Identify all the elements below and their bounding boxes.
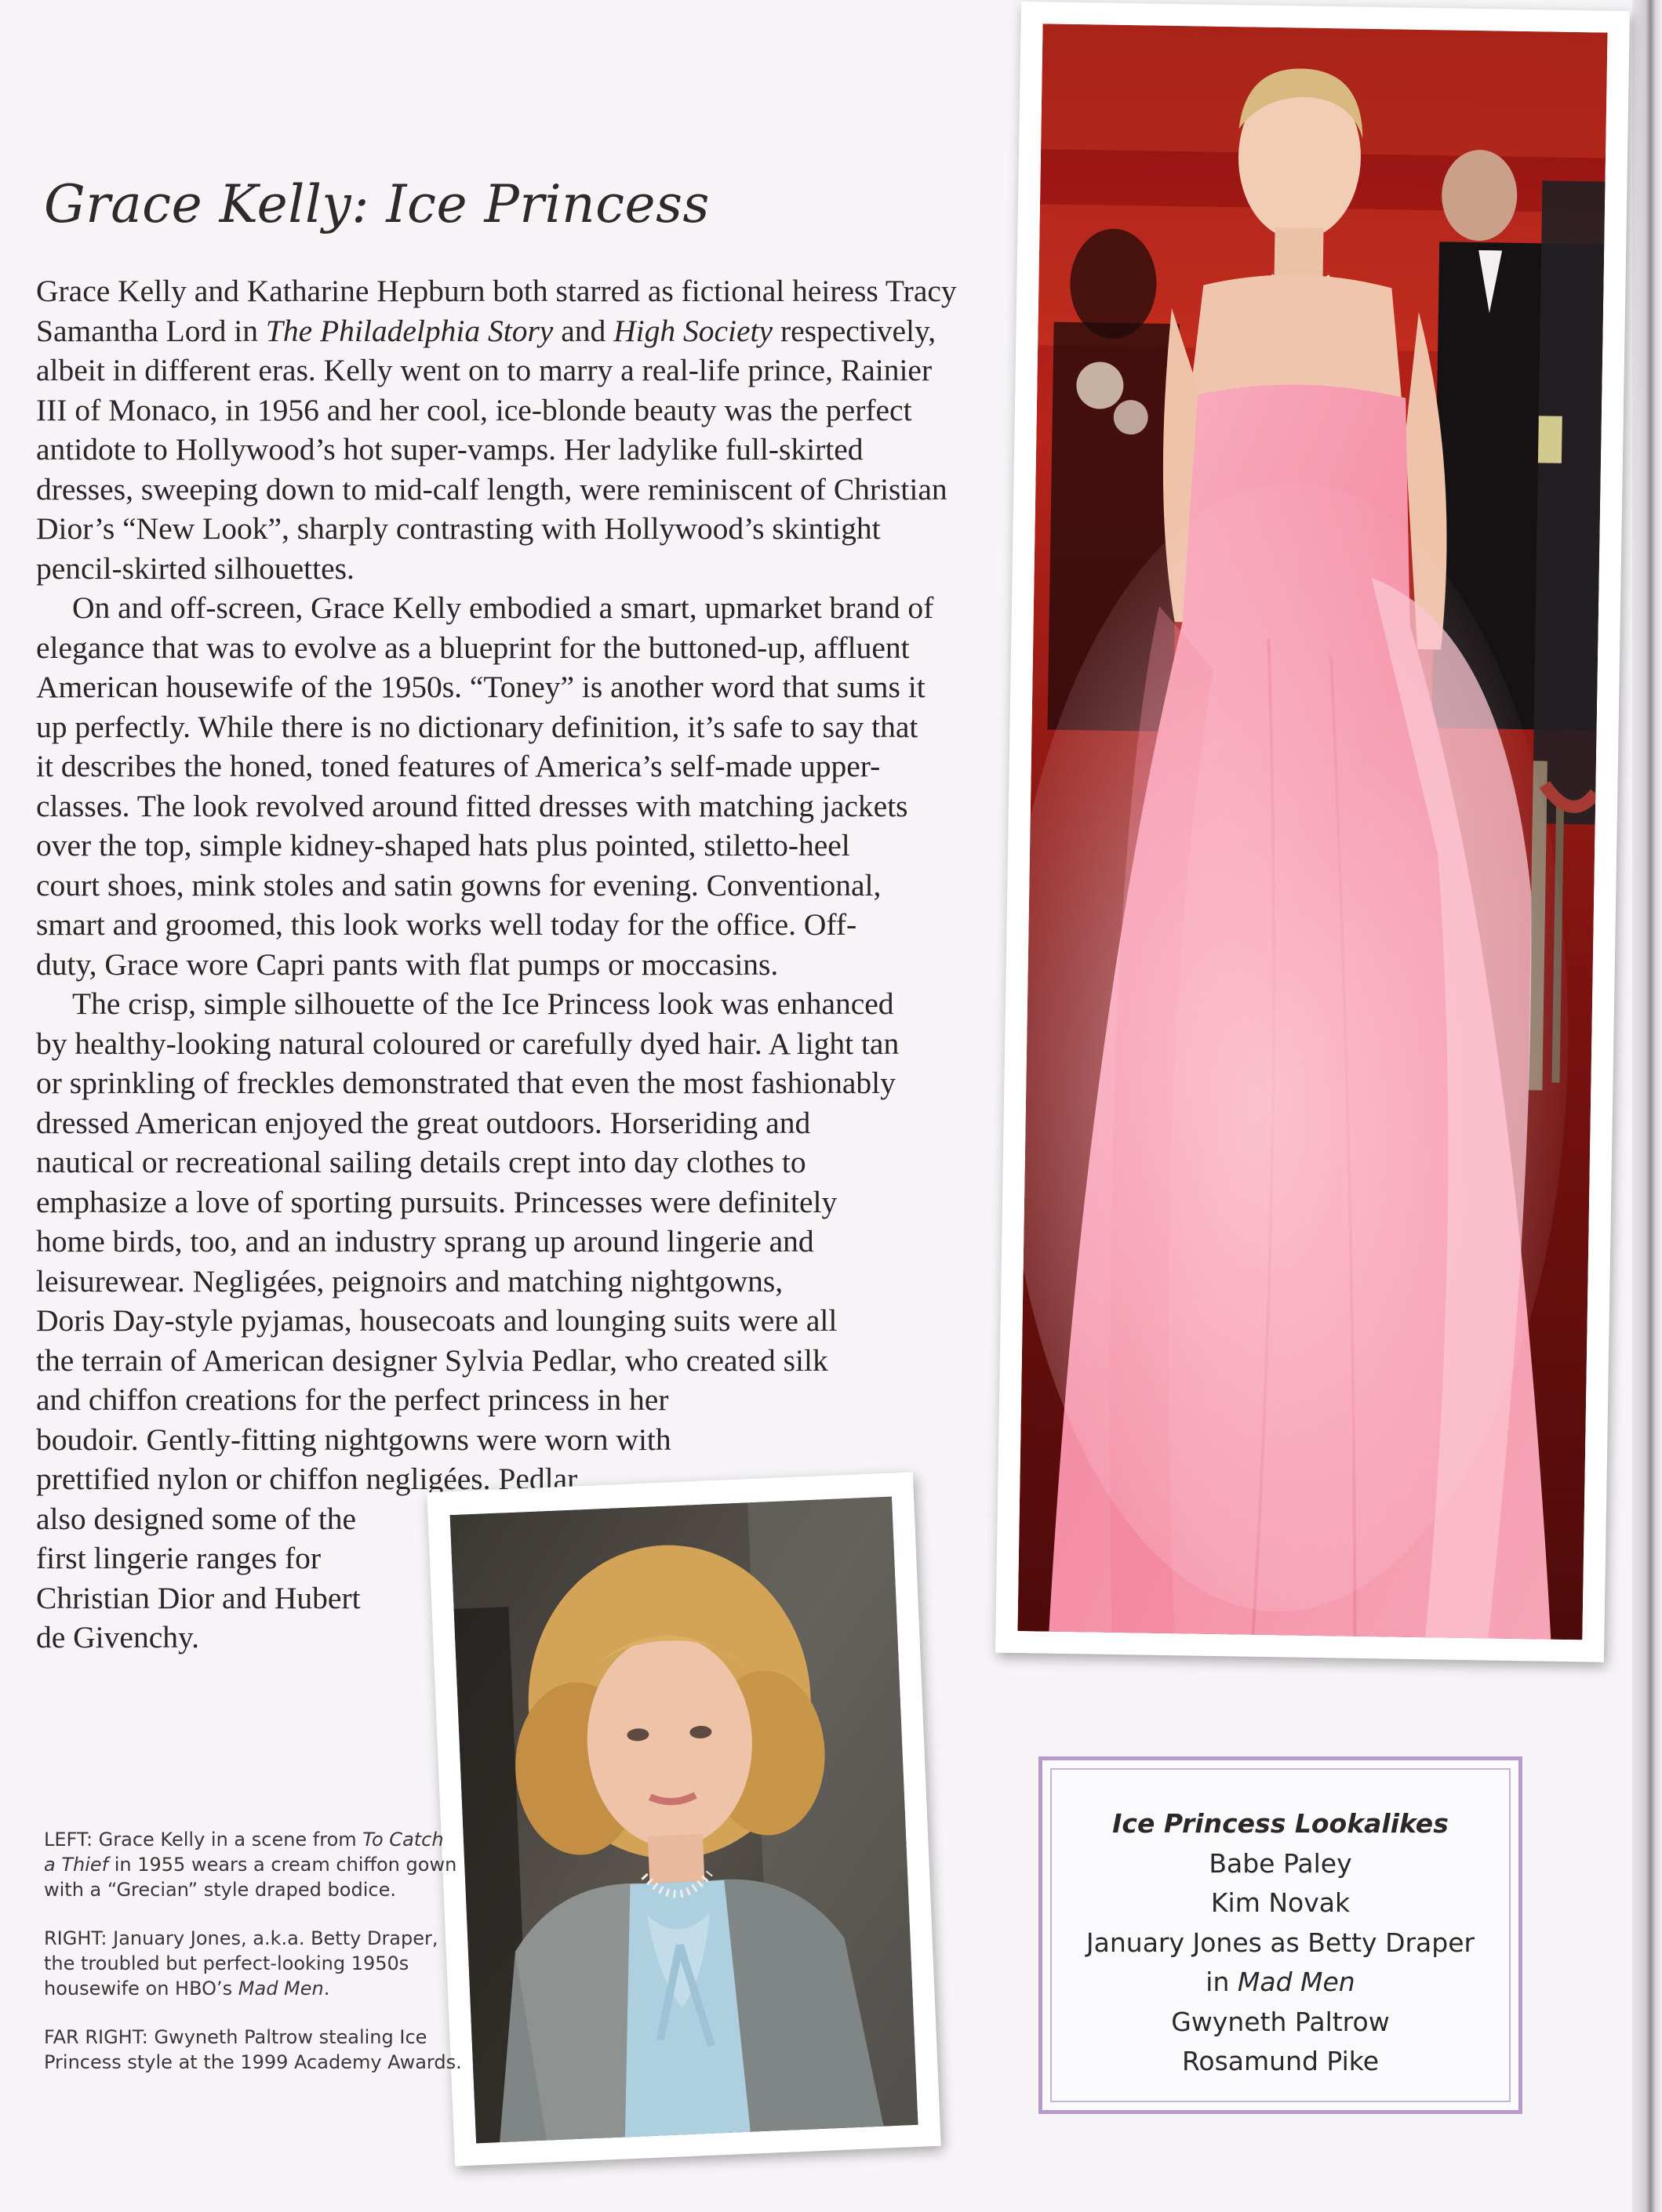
body-line: Samantha Lord in The Philadelphia Story and High Society respectively, bbox=[36, 313, 936, 348]
body-line: the terrain of American designer Sylvia Pedlar, who created silk bbox=[36, 1342, 828, 1378]
caption-italic: Mad Men bbox=[238, 1978, 324, 2000]
lookalike-name: Gwyneth Paltrow bbox=[1171, 2006, 1390, 2037]
body-line: elegance that was to evolve as a blueprint for the buttoned-up, affluent bbox=[36, 630, 910, 665]
photo-captions bbox=[44, 1827, 483, 2098]
body-line: emphasize a love of sporting pursuits. Princesses were definitely bbox=[36, 1184, 838, 1219]
page-title: Grace Kelly: Ice Princess bbox=[44, 174, 710, 234]
lookalikes-box bbox=[1038, 1756, 1522, 2114]
body-line: antidote to Hollywood’s hot super-vamps. Her ladylike full-skirted bbox=[36, 432, 864, 467]
page-edge bbox=[1632, 0, 1662, 2212]
caption-italic: To Catch bbox=[362, 1829, 444, 1851]
body-line: Doris Day-style pyjamas, housecoats and lounging suits were all bbox=[36, 1303, 838, 1338]
article-body bbox=[36, 271, 1115, 1658]
lookalike-name: Babe Paley bbox=[1209, 1847, 1352, 1879]
lookalike-name: Rosamund Pike bbox=[1181, 2046, 1380, 2076]
body-line: prettified nylon or chiffon negligées. Pedlar bbox=[36, 1462, 578, 1496]
body-line: and chiffon creations for the perfect princess in her bbox=[36, 1382, 669, 1417]
january-photo-image bbox=[449, 1497, 918, 2144]
body-line: dressed American enjoyed the great outdoors. Horseriding and bbox=[36, 1105, 811, 1140]
caption-right: RIGHT: January Jones, a.k.a. Betty Draper, the troubled but perfect-looking 1950s housewife on HBO’s Mad Men. bbox=[44, 1927, 438, 2000]
body-line: nautical or recreational sailing details crept into day clothes to bbox=[36, 1145, 806, 1179]
body-line: boudoir. Gently-fitting nightgowns were worn with bbox=[36, 1422, 671, 1457]
body-line: it describes the honed, toned features of America’s self-made upper- bbox=[36, 749, 881, 783]
body-line: court shoes, mink stoles and satin gowns for evening. Conventional, bbox=[36, 867, 882, 903]
body-line: The crisp, simple silhouette of the Ice Princess look was enhanced bbox=[72, 986, 894, 1021]
body-line: first lingerie ranges for bbox=[36, 1541, 322, 1575]
body-line: also designed some of the bbox=[36, 1501, 357, 1536]
body-line: American housewife of the 1950s. “Toney” is another word that sums it bbox=[36, 670, 926, 704]
body-line: over the top, simple kidney-shaped hats plus pointed, stiletto-heel bbox=[36, 828, 850, 863]
body-line: III of Monaco, in 1956 and her cool, ice-blonde beauty was the perfect bbox=[36, 392, 912, 427]
caption-far-right: FAR RIGHT: Gwyneth Paltrow stealing Ice Princess style at the 1999 Academy Awards. bbox=[44, 2026, 462, 2073]
caption-left: LEFT: Grace Kelly in a scene from To Catch a Thief in 1955 wears a cream chiffon gown with a “Grecian” style draped bodice. bbox=[44, 1829, 457, 1901]
body-line: or sprinkling of freckles demonstrated that even the most fashionably bbox=[36, 1066, 896, 1100]
body-line: by healthy-looking natural coloured or carefully dyed hair. A light tan bbox=[36, 1026, 900, 1061]
lookalike-name: January Jones as Betty Draper bbox=[1086, 1927, 1475, 1958]
lookalikes-heading: Ice Princess Lookalikes bbox=[1112, 1808, 1449, 1839]
body-line: de Givenchy. bbox=[36, 1620, 200, 1654]
body-line: Dior’s “New Look”, sharply contrasting with Hollywood’s skintight bbox=[36, 511, 881, 546]
body-line: duty, Grace wore Capri pants with flat pumps or moccasins. bbox=[36, 946, 779, 982]
body-line: leisurewear. Negligées, peignoirs and matching nightgowns, bbox=[36, 1263, 784, 1299]
body-line: Grace Kelly and Katharine Hepburn both starred as fictional heiress Tracy bbox=[36, 274, 957, 308]
photo-gwyneth-paltrow bbox=[995, 2, 1630, 1662]
body-line: smart and groomed, this look works well today for the office. Off- bbox=[36, 907, 857, 942]
lookalike-name-continued bbox=[1042, 1963, 1518, 2003]
caption-italic: a Thief bbox=[44, 1854, 109, 1876]
body-line: classes. The look revolved around fitted dresses with matching jackets bbox=[36, 788, 908, 823]
body-italic: High Society bbox=[613, 313, 773, 348]
body-italic: The Philadelphia Story bbox=[265, 313, 554, 348]
lookalike-name: Kim Novak bbox=[1210, 1887, 1351, 1918]
body-line: up perfectly. While there is no dictionary definition, it’s safe to say that bbox=[36, 709, 918, 744]
gwyneth-photo-image bbox=[1017, 24, 1607, 1640]
photo-january-jones bbox=[427, 1472, 940, 2166]
body-line: On and off-screen, Grace Kelly embodied a smart, upmarket brand of bbox=[72, 590, 934, 625]
body-line: Christian Dior and Hubert bbox=[36, 1580, 361, 1615]
lookalike-show-title: Mad Men bbox=[1237, 1967, 1355, 1997]
lookalike-in-prefix: in bbox=[1206, 1967, 1238, 1997]
body-line: albeit in different eras. Kelly went on to marry a real-life prince, Rainier bbox=[36, 353, 933, 387]
lookalikes-list bbox=[1042, 1804, 1518, 2082]
body-line: dresses, sweeping down to mid-calf length, were reminiscent of Christian bbox=[36, 471, 947, 507]
body-line: pencil-skirted silhouettes. bbox=[36, 550, 355, 586]
body-line: home birds, too, and an industry sprang up around lingerie and bbox=[36, 1224, 814, 1259]
